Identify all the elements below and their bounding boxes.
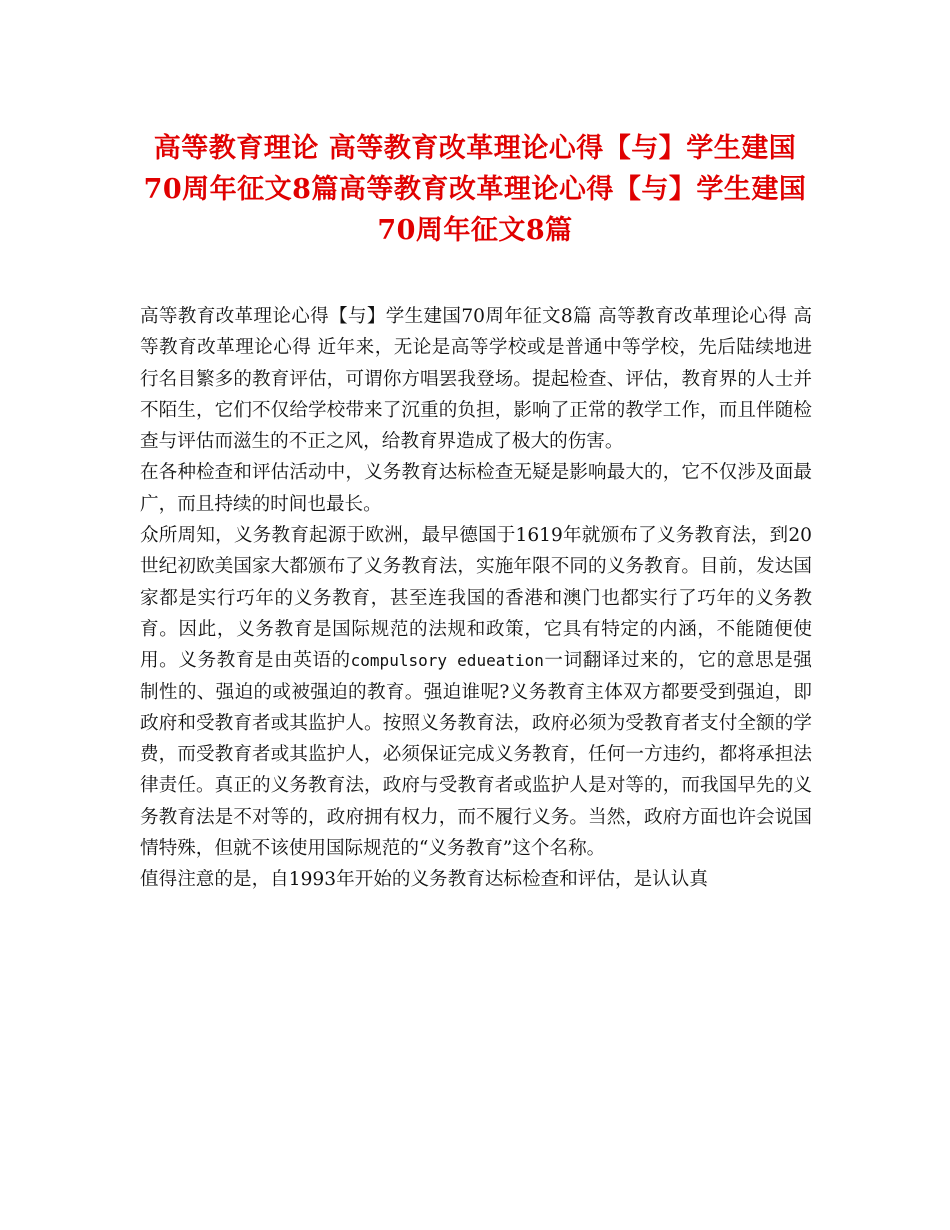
document-title: 高等教育理论 高等教育改革理论心得【与】学生建国70周年征文8篇高等教育改革理论心得【与】学生建国70周年征文8篇 (143, 133, 807, 246)
paragraph-compulsory-education-text-end: 一词翻译过来的，它的意思是强制性的、强迫的或被强迫的教育。强迫谁呢?义务教育主体双方都要受到强迫，即政府和受教育者或其监护人。按照义务教育法，政府必须为受教育者支付全额的学费，而受教育者或其监护人，必须保证完成义务教育，任何一方违约，都将承担法律责任。真正的义务教育法，政府与受教育者或监护人是对等的，而我国早先的义务教育法是不对等的，政府拥有权力，而不履行义务。当然，政府方面也许会说国情特殊，但就不该使用国际规范的“义务教育”这个名称。 (140, 650, 812, 860)
paragraph-intro: 高等教育改革理论心得【与】学生建国70周年征文8篇 高等教育改革理论心得 高等教育改革理论心得 近年来，无论是高等学校或是普通中等学校，先后陆续地进行名目繁多的教育评估，可谓你方唱罢我登场。提起检查、评估，教育界的人士并不陌生，它们不仅给学校带来了沉重的负担，影响了正常的教学工作，而且伴随检查与评估而滋生的不正之风，给教育界造成了极大的伤害。 (140, 306, 812, 453)
paragraph-note: 值得注意的是，自1993年开始的义务教育达标检查和评估，是认认真 (140, 869, 708, 891)
paragraph-inspection: 在各种检查和评估活动中，义务教育达标检查无疑是影响最大的，它不仅涉及面最广，而且持续的时间也最长。 (140, 462, 812, 515)
english-term: compulsory edueation (350, 651, 544, 671)
paragraph-compulsory-education-text-start: 众所周知，义务教育起源于欧洲，最早德国于1619年就颁布了义务教育法，到20世纪初欧美国家大都颁布了义务教育法，实施年限不同的义务教育。目前，发达国家都是实行巧年的义务教育，甚至连我国的香港和澳门也都实行了巧年的义务教育。因此，义务教育是国际规范的法规和政策，它具有特定的内涵，不能随便使用。义务教育是由英语的 (140, 525, 812, 672)
document-body (140, 301, 812, 896)
paragraph-compulsory-education (140, 520, 812, 864)
